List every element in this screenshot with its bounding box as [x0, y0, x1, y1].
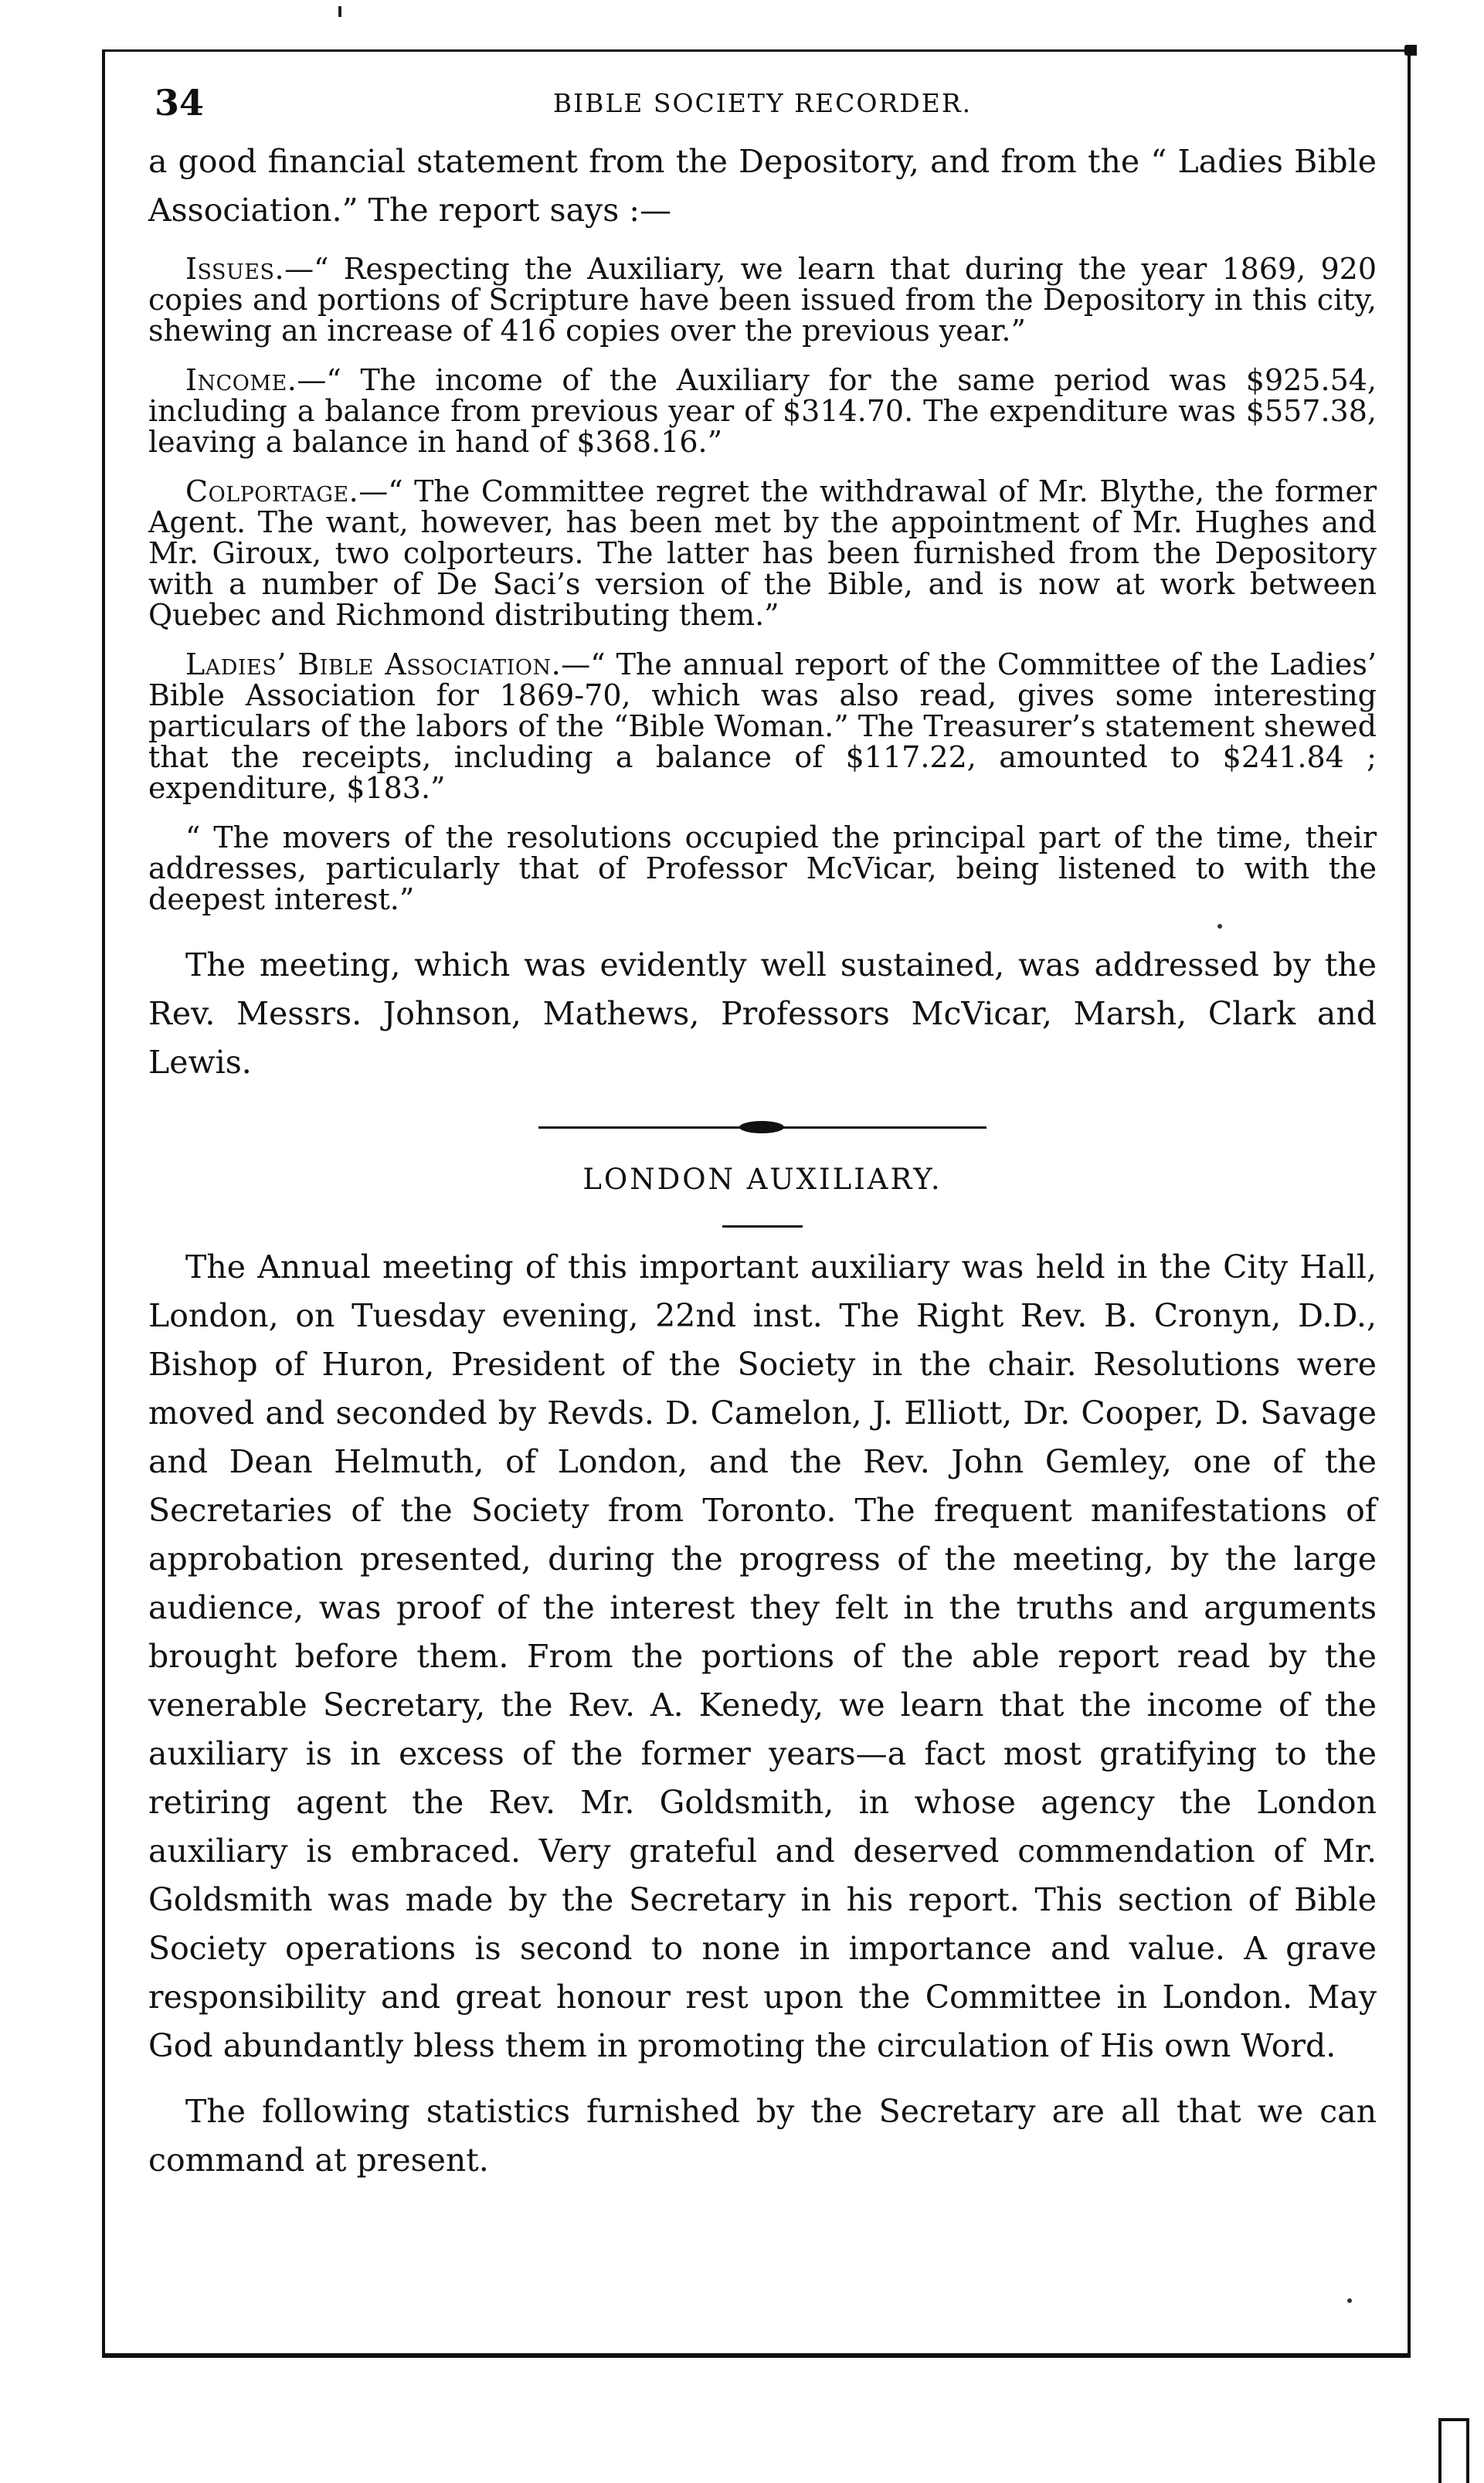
page-content	[148, 77, 1377, 2185]
running-title: BIBLE SOCIETY RECORDER.	[552, 88, 973, 118]
meeting-paragraph: The meeting, which was evidently well sustained, was addressed by the Rev. Messrs. Johnson, Mathews, Professors McVicar, Marsh, Clark and Lewis.	[148, 946, 1377, 1081]
london-paragraph: The Annual meeting of this important auxiliary was held in the City Hall, London, on Tuesday evening, 22nd inst. The Right Rev. B. Cronyn, D.D., Bishop of Huron, President of the Society in the chair. Resolutions were moved and seconded by Revds. D. Camelon, J. Elliott, Dr. Cooper, D. Savage and Dean Helmuth, of London, and the Rev. John Gemley, one of the Secretaries of the Society from Toronto. The frequent manifestations of approbation presented, during the progress of the meeting, by the large audience, was proof of the interest they felt in the truths and arguments brought before them. From the portions of the able report read by the venerable Secretary, the Rev. A. Kenedy, we learn that the income of the auxiliary is in excess of the former years—a fact most gratifying to the retiring agent the Rev. Mr. Goldsmith, in whose agency the London auxiliary is embraced. Very grateful and deserved commendation of Mr. Goldsmith was made by the Secretary in his report. This section of Bible Society operations is second to none in importance and value. A grave responsibility and great honour rest upon the Committee in London. May God abundantly bless them in promoting the circulation of His own Word.	[148, 1248, 1377, 2064]
heading-rule	[722, 1225, 803, 1228]
section-heading: LONDON AUXILIARY.	[582, 1163, 942, 1196]
scan-tick-mark	[338, 6, 341, 17]
section-divider-ornament	[538, 1119, 987, 1135]
quote-colportage	[148, 476, 1377, 630]
quote-label: Income.	[185, 363, 297, 397]
border-corner-mark	[1404, 45, 1417, 56]
quote-label: Issues.	[185, 252, 285, 286]
quote-text: “ The movers of the resolutions occupied the principal part of the time, their addresses, particularly that of Professor McVicar, being listened to with the deepest interest.”	[148, 820, 1377, 916]
page-number: 34	[155, 82, 205, 124]
running-head	[148, 77, 1377, 131]
quote-text: —“ The income of the Auxiliary for the same period was $925.54, including a balance from previous year of $314.70. The expenditure was $557.38, leaving a balance in hand of $368.16.”	[148, 363, 1377, 459]
scan-edge-tab	[1438, 2418, 1469, 2483]
divider-knot	[739, 1121, 784, 1133]
quote-text: —“ The Committee regret the withdrawal of Mr. Blythe, the former Agent. The want, however, has been met by the appointment of Mr. Hughes and Mr. Giroux, two colporteurs. The latter has been furnished from the Depository with a number of De Saci’s version of the Bible, and is now at work between Quebec and Richmond distributing them.”	[148, 474, 1377, 632]
quote-text: —“ The annual report of the Committee of the Ladies’ Bible Association for 1869-70, which was also read, gives some interesting particulars of the labors of the “Bible Woman.” The Treasurer’s statement shewed that the receipts, including a balance of $117.22, amounted to $241.84 ; expenditure, $183.”	[148, 647, 1377, 805]
scan-speck	[1347, 2298, 1352, 2303]
statistics-paragraph: The following statistics furnished by the Secretary are all that we can command at present.	[148, 2093, 1377, 2179]
quote-income	[148, 365, 1377, 457]
quote-label: Ladies’ Bible Association.	[185, 647, 562, 681]
quote-ladies-bible-association	[148, 649, 1377, 803]
quote-text: —“ Respecting the Auxiliary, we learn that during the year 1869, 920 copies and portions of Scripture have been issued from the Depository in this city, shewing an increase of 416 copies over the previous year.”	[148, 252, 1377, 348]
intro-paragraph: a good financial statement from the Depository, and from the “ Ladies Bible Association.” The report says :—	[148, 143, 1377, 229]
quote-issues	[148, 253, 1377, 346]
quote-label: Colportage.	[185, 474, 359, 508]
quote-movers	[148, 822, 1377, 915]
